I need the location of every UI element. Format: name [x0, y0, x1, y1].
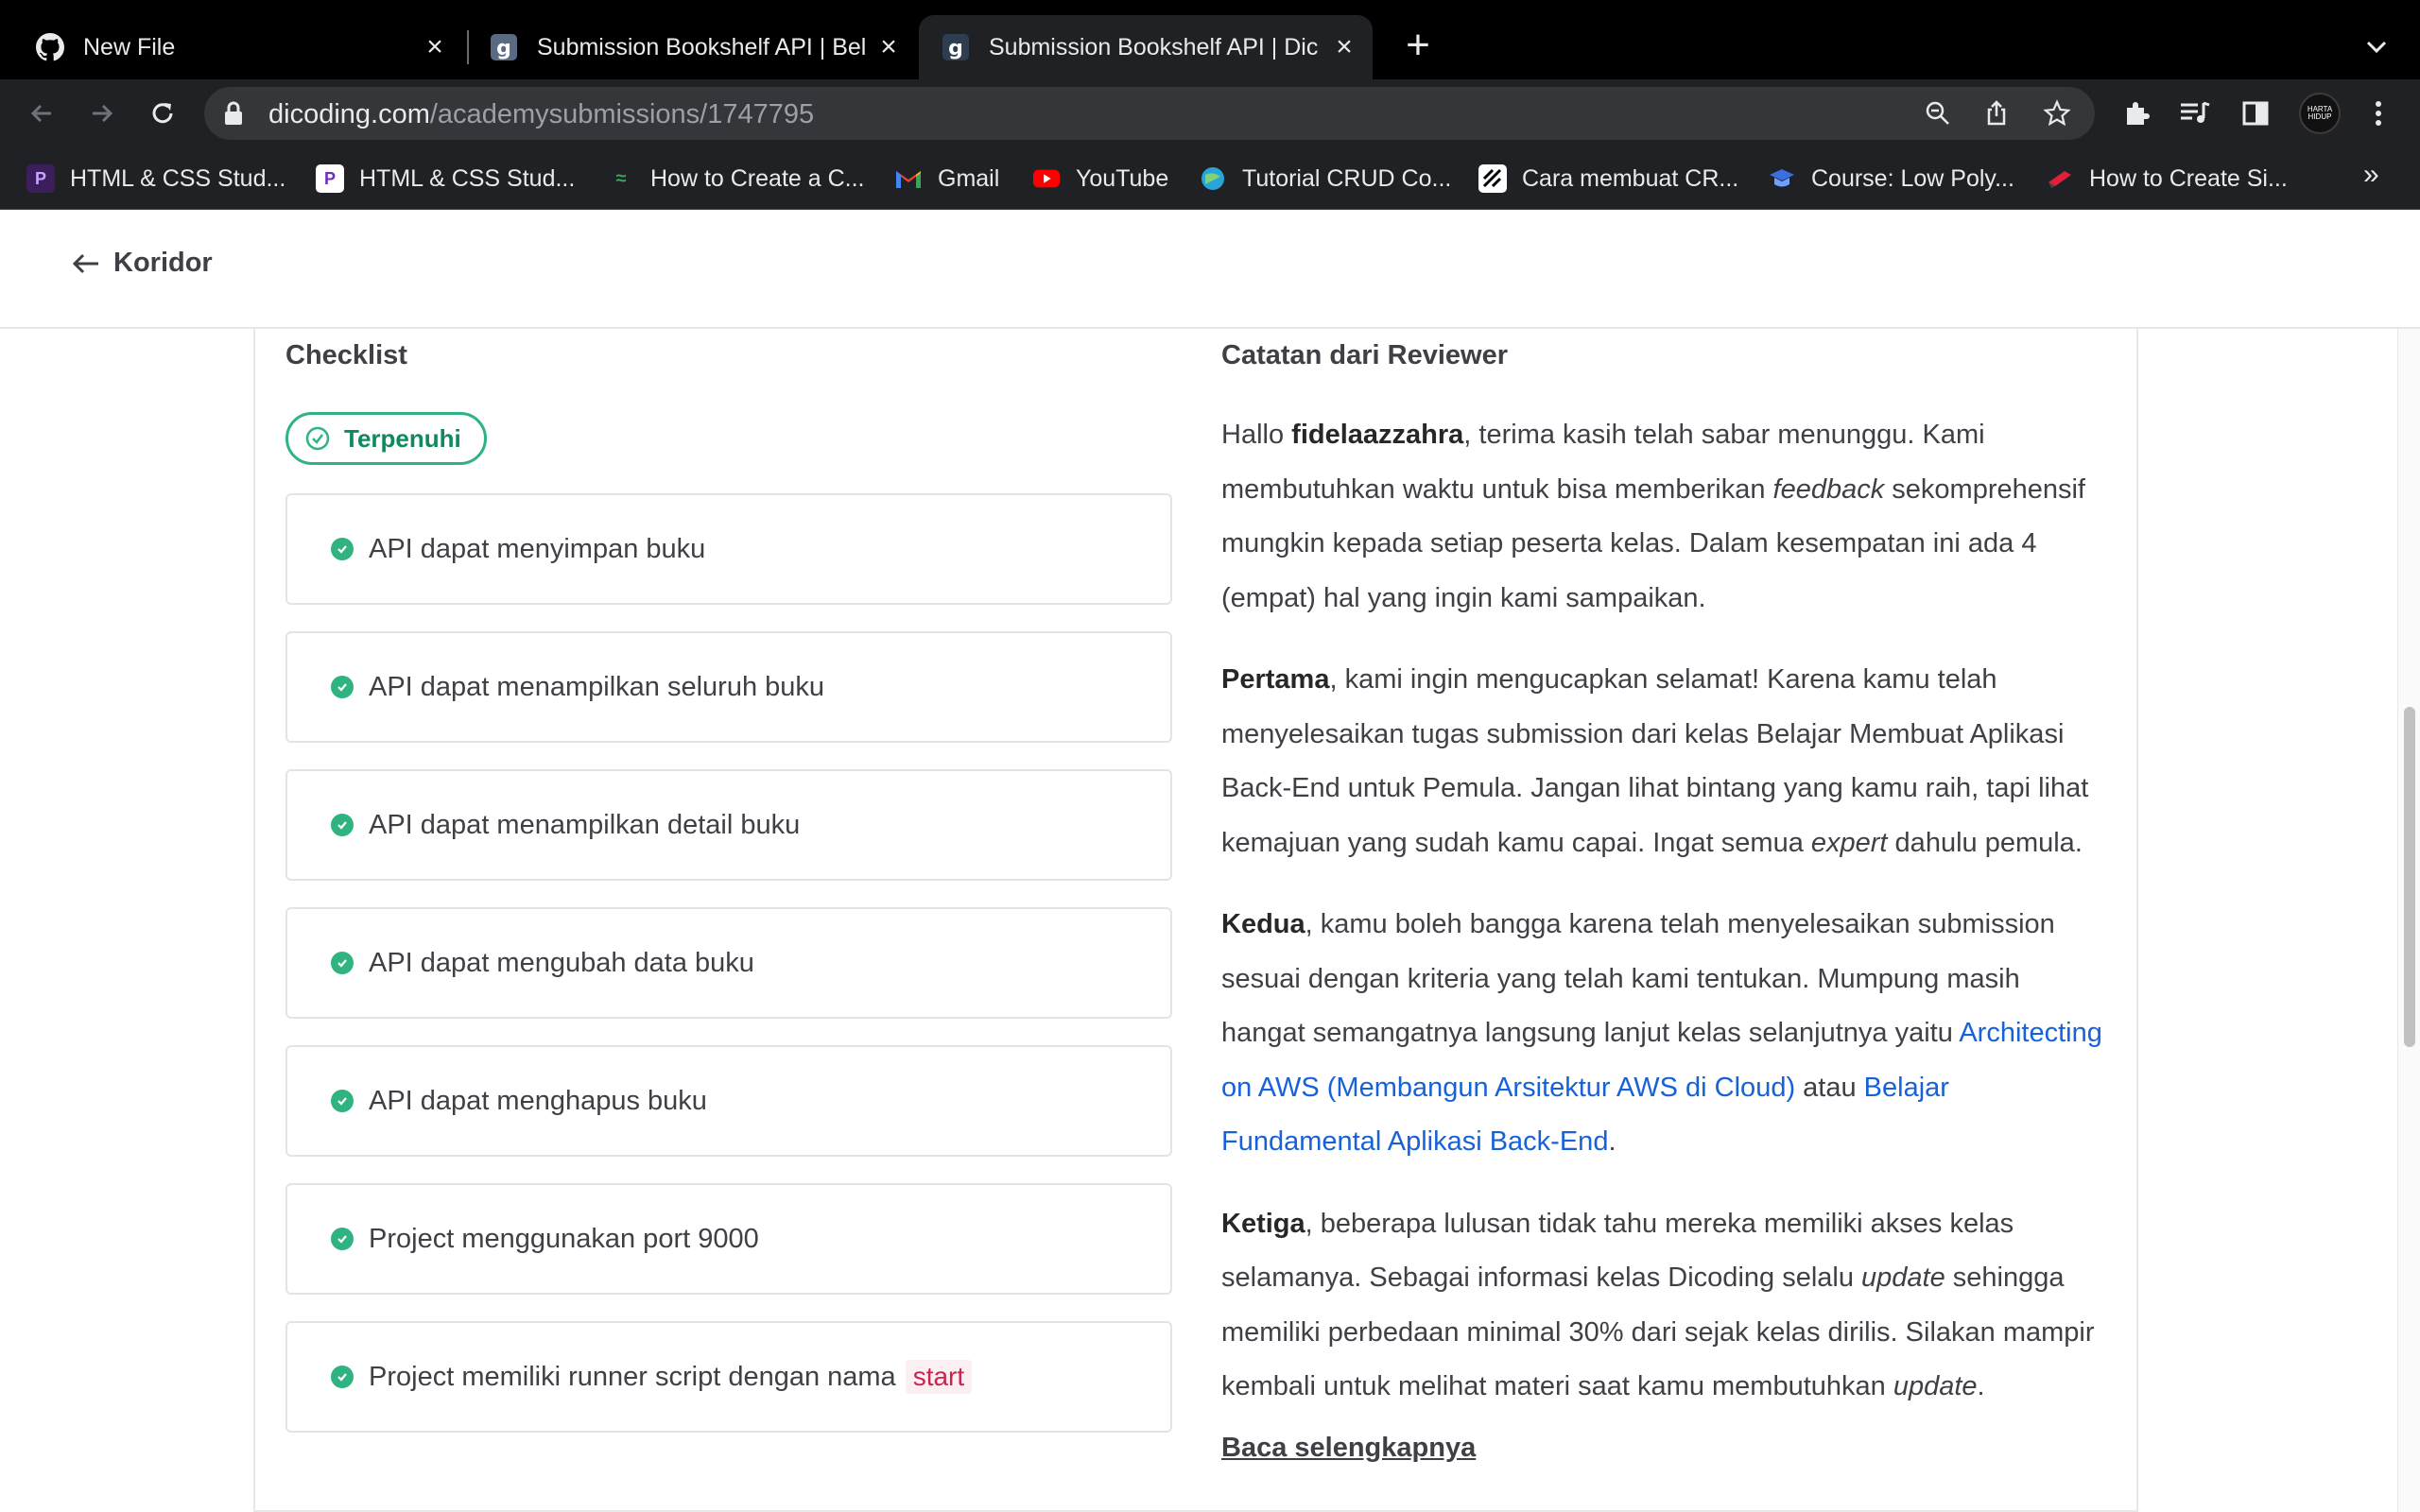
media-queue-icon[interactable]	[2174, 93, 2216, 134]
bookmark-label: HTML & CSS Stud...	[359, 164, 576, 192]
checklist-item	[285, 1183, 1172, 1295]
checklist-item-label: API dapat mengubah data buku	[369, 947, 754, 978]
checklist-item-label: API dapat menghapus buku	[369, 1085, 707, 1116]
bookmark-red-icon	[2046, 164, 2074, 193]
dicoding-icon	[942, 33, 970, 61]
checklist-item	[285, 907, 1172, 1019]
check-icon	[331, 1228, 354, 1250]
bookmark-label: Tutorial CRUD Co...	[1242, 164, 1452, 192]
review-paragraph-2: Pertama, kami ingin mengucapkan selamat! Karena kamu telah menyelesaikan tugas submission dari kelas Belajar Membuat Aplikasi Back-End untuk Pemula. Jangan lihat bintang yang kamu raih, tapi lihat kemajuan yang sudah kamu capai. Ingat semua expert dahulu pemula.	[1221, 664, 2089, 858]
read-more-link[interactable]: Baca selengkapnya	[1221, 1433, 1477, 1463]
checklist-title: Checklist	[285, 340, 407, 370]
tab-search-chevron-icon[interactable]	[2358, 28, 2395, 66]
check-icon	[331, 1366, 354, 1388]
youtube-icon	[1032, 164, 1061, 193]
url-text: dicoding.com/academysubmissions/1747795	[268, 99, 815, 129]
bookmark-label: Cara membuat CR...	[1522, 164, 1739, 192]
tab-submission-1[interactable]	[454, 15, 917, 79]
check-icon	[331, 814, 354, 836]
bookmark-purple-icon: P	[316, 164, 344, 193]
bookmark-item[interactable]	[316, 161, 575, 197]
bookmark-label: YouTube	[1076, 164, 1169, 192]
reload-icon[interactable]	[142, 93, 183, 134]
checklist-item	[285, 769, 1172, 881]
checklist-item-label: API dapat menyimpan buku	[369, 533, 706, 564]
scrollbar-thumb[interactable]	[2404, 707, 2415, 1047]
checklist-item-label: API dapat menampilkan seluruh buku	[369, 671, 825, 702]
bookmark-item[interactable]	[1032, 161, 1168, 197]
bookmark-item[interactable]	[1478, 161, 1738, 197]
bookmark-item[interactable]	[1768, 161, 2014, 197]
tab-title: New File	[83, 33, 176, 60]
checklist-item	[285, 631, 1172, 743]
gmail-icon	[894, 164, 923, 193]
bookmarks-bar	[0, 147, 2420, 210]
forward-arrow-icon[interactable]	[81, 93, 123, 134]
bookmark-item[interactable]	[26, 161, 285, 197]
tab-strip	[0, 0, 2420, 79]
bookmark-label: Course: Low Poly...	[1811, 164, 2014, 192]
back-arrow-icon[interactable]	[21, 93, 62, 134]
bookmark-label: How to Create a C...	[650, 164, 865, 192]
check-icon	[331, 538, 354, 560]
check-icon	[331, 1090, 354, 1112]
bookmark-label: Gmail	[938, 164, 1000, 192]
tab-title: Submission Bookshelf API | Bel	[537, 33, 867, 60]
check-icon	[331, 952, 354, 974]
profile-avatar[interactable]: HARTA HIDUP	[2299, 93, 2341, 134]
extensions-puzzle-icon[interactable]	[2116, 93, 2157, 134]
link-architecting-on-aws[interactable]: Architecting on AWS (Membangun Arsitektur AWS di Cloud)	[1221, 1018, 2102, 1103]
checklist-item-label: Project menggunakan port 9000	[369, 1223, 759, 1254]
cap-icon	[1768, 164, 1796, 193]
share-icon[interactable]	[1979, 96, 2014, 130]
bookmark-item[interactable]	[2046, 161, 2288, 197]
bookmark-item[interactable]	[1199, 161, 1451, 197]
browser-toolbar	[0, 79, 2420, 147]
more-bookmarks-chevron-icon[interactable]: »	[2363, 159, 2379, 190]
review-paragraph-1: Hallo fidelaazzahra, terima kasih telah sabar menunggu. Kami membutuhkan waktu untuk bisa memberikan feedback sekomprehensif mungkin kepada setiap peserta kelas. Dalam kesempatan ini ada 4 (empat) hal yang ingin kami sampaikan.	[1221, 420, 2085, 613]
page-header	[0, 210, 2420, 329]
review-paragraph-3: Kedua, kamu boleh bangga karena telah menyelesaikan submission sesuai dengan kriteria yang telah kami tentukan. Mumpung masih hangat semangatnya langsung lanjut kelas selanjutnya yaitu Architecting on AWS (Membangun Arsitektur AWS di Cloud) atau Belajar Fundamental Aplikasi Back-End.	[1221, 909, 2102, 1157]
browser-menu-icon[interactable]	[2358, 93, 2399, 134]
svg-text:g: g	[948, 37, 963, 60]
checklist-item-label: Project memiliki runner script dengan nama	[369, 1361, 896, 1392]
tab-title: Submission Bookshelf API | Dic	[989, 33, 1319, 60]
checklist-item	[285, 1321, 1172, 1433]
lock-icon[interactable]	[223, 101, 244, 130]
close-tab-icon[interactable]: ×	[426, 31, 443, 62]
new-tab-button[interactable]: +	[1406, 22, 1430, 68]
close-tab-icon[interactable]: ×	[880, 31, 897, 62]
inline-code: start	[906, 1360, 972, 1394]
close-tab-icon[interactable]: ×	[1336, 31, 1353, 62]
page-scrollbar[interactable]	[2397, 329, 2420, 1512]
dicoding-icon	[490, 33, 518, 61]
check-icon	[331, 676, 354, 698]
link-fundamental-back-end[interactable]: Belajar Fundamental Aplikasi Back-End	[1221, 1072, 1949, 1157]
bookmark-label: HTML & CSS Stud...	[70, 164, 286, 192]
checklist-item-label: API dapat menampilkan detail buku	[369, 809, 801, 840]
bookmark-green-icon: ≈	[615, 167, 627, 189]
bookmark-star-icon[interactable]	[2040, 96, 2074, 130]
checklist-item	[285, 493, 1172, 605]
status-badge-label: Terpenuhi	[344, 423, 461, 453]
review-paragraph-4: Ketiga, beberapa lulusan tidak tahu mereka memiliki akses kelas selamanya. Sebagai informasi kelas Dicoding selalu update sehingga memiliki perbedaan minimal 30% dari sejak kelas dirilis. Silakan mampir kembali untuk melihat materi saat kamu membutuhkan update.	[1221, 1208, 2095, 1401]
checklist-item	[285, 1045, 1172, 1157]
bookmark-label: How to Create Si...	[2089, 164, 2288, 192]
address-bar[interactable]	[204, 87, 2095, 140]
check-circle-icon	[304, 425, 331, 452]
side-panel-icon[interactable]	[2235, 93, 2276, 134]
reviewer-notes-title: Catatan dari Reviewer	[1221, 340, 1509, 370]
bookmark-item[interactable]	[607, 161, 864, 197]
globe-icon	[1199, 164, 1227, 193]
status-badge	[285, 412, 487, 465]
reviewer-notes-body	[1221, 408, 2110, 1442]
tab-submission-active[interactable]	[919, 15, 1373, 79]
zoom-icon[interactable]	[1921, 96, 1955, 130]
github-icon	[36, 33, 64, 61]
bookmark-bw-icon	[1478, 164, 1507, 193]
svg-text:g: g	[496, 37, 511, 60]
bookmark-item[interactable]	[894, 161, 999, 197]
tab-new-file[interactable]	[0, 15, 463, 79]
back-to-koridor-link[interactable]	[72, 248, 213, 279]
bookmark-purple-icon: P	[26, 164, 55, 193]
back-label: Koridor	[113, 248, 213, 278]
arrow-left-icon	[72, 252, 100, 275]
